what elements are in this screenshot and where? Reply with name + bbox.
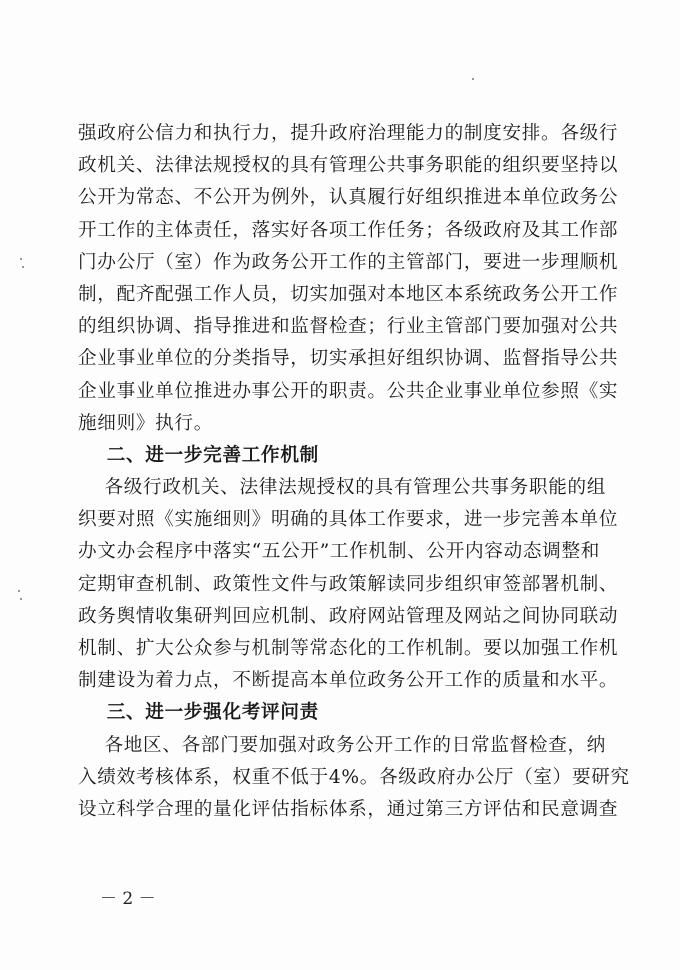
section-heading: 三、进一步强化考评问责	[78, 702, 319, 724]
text-line: 企业事业单位推进办事公开的职责。公共企业事业单位参照《实	[78, 380, 619, 402]
text-line: 办文办会程序中落实“五公开”工作机制、公开内容动态调整和	[78, 541, 601, 563]
text-line: 各地区、各部门要加强对政务公开工作的日常监督检查，纳	[78, 734, 607, 756]
body-text	[78, 118, 630, 826]
text-line: 的组织协调、指导推进和监督检查；行业主管部门要加强对公共	[78, 316, 619, 338]
scan-speck	[20, 258, 22, 260]
page-number: － 2 －	[100, 889, 156, 909]
text-line: 入绩效考核体系，权重不低于4%。各级政府办公厅（室）要研究	[78, 766, 630, 788]
scan-speck	[20, 598, 22, 600]
text-line: 开工作的主体责任，落实好各项工作任务；各级政府及其工作部	[78, 219, 619, 241]
scan-speck	[472, 78, 474, 80]
text-line: 制，配齐配强工作人员，切实加强对本地区本系统政务公开工作	[78, 283, 619, 305]
text-line: 机制、扩大公众参与机制等常态化的工作机制。要以加强工作机	[78, 638, 619, 659]
text-line: 织要对照《实施细则》明确的具体工作要求，进一步完善本单位	[78, 509, 619, 531]
scan-speck	[18, 590, 20, 592]
text-line: 施细则》执行。	[78, 412, 214, 434]
text-line: 政务舆情收集研判回应机制、政府网站管理及网站之间协同联动	[78, 605, 619, 627]
text-line: 设立科学合理的量化评估指标体系，通过第三方评估和民意调查	[78, 798, 619, 820]
section-heading: 二、进一步完善工作机制	[78, 444, 319, 466]
text-line: 企业事业单位的分类指导，切实承担好组织协调、监督指导公共	[78, 348, 619, 370]
text-line: 公开为常态、不公开为例外，认真履行好组织推进本单位政务公	[78, 187, 619, 209]
scan-speck	[22, 266, 24, 268]
text-line: 强政府公信力和执行力，提升政府治理能力的制度安排。各级行	[78, 123, 619, 144]
text-line: 定期审查机制、政策性文件与政策解读同步组织审签部署机制、	[78, 573, 619, 595]
text-line: 制建设为着力点，不断提高本单位政务公开工作的质量和水平。	[78, 670, 619, 692]
text-line: 政机关、法律法规授权的具有管理公共事务职能的组织要坚持以	[78, 155, 619, 177]
text-line: 门办公厅（室）作为政务公开工作的主管部门，要进一步理顺机	[78, 251, 619, 273]
text-line: 各级行政机关、法律法规授权的具有管理公共事务职能的组	[78, 477, 607, 499]
